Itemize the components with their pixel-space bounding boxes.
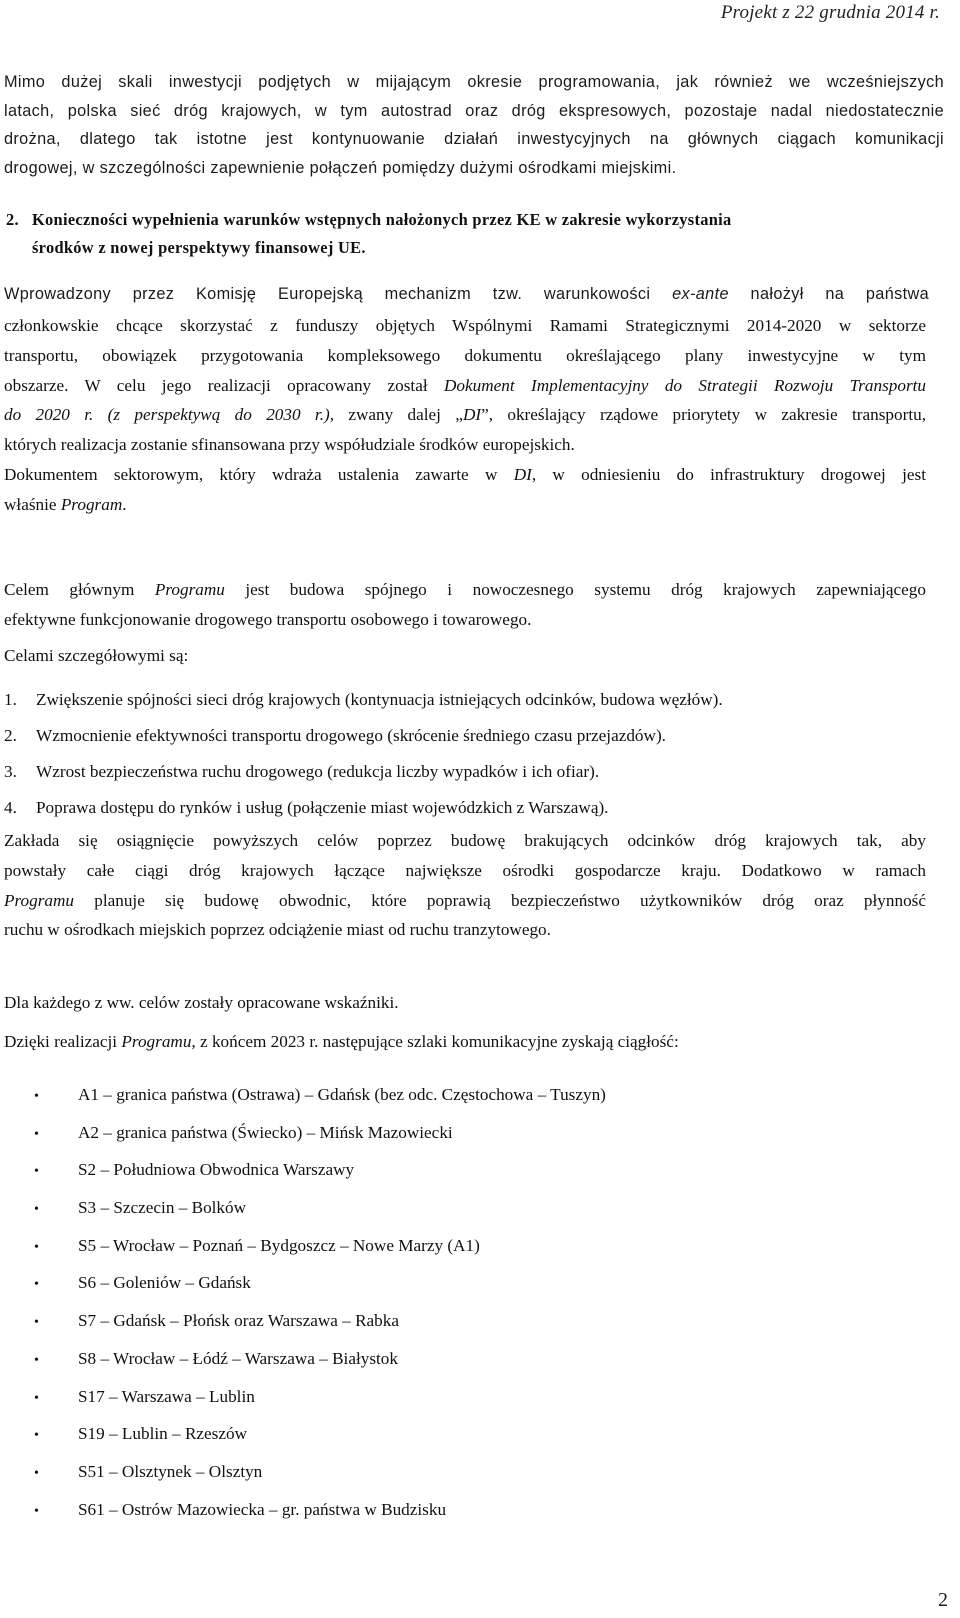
route-text: S7 – Gdańsk – Płońsk oraz Warszawa – Rabka	[78, 1311, 399, 1331]
bullet-icon: •	[34, 1239, 39, 1255]
route-text: S2 – Południowa Obwodnica Warszawy	[78, 1160, 355, 1180]
list-item	[4, 718, 924, 754]
route-text: S17 – Warszawa – Lublin	[78, 1386, 255, 1406]
abbreviation: DI	[513, 465, 532, 484]
route-item	[34, 1114, 914, 1152]
bullet-icon: •	[34, 1428, 39, 1444]
intro-line: drożna, dlatego tak istotne jest kontynuowanie działań inwestycyjnych na głównych ciągach komunikacji	[4, 130, 944, 148]
route-text: S6 – Goleniów – Gdańsk	[78, 1273, 251, 1293]
text-span: .	[122, 494, 127, 514]
main-goal-paragraph	[4, 575, 926, 635]
routes-intro	[4, 1027, 926, 1057]
bullet-icon: •	[34, 1089, 39, 1104]
route-item	[34, 1491, 914, 1529]
paragraph-line: transportu, obowiązek przygotowania kompleksowego dokumentu określającego plany inwestycyjne w tym	[4, 345, 926, 365]
text-span: nałożył na państwa	[728, 285, 929, 303]
route-text: S61 – Ostrów Mazowiecka – gr. państwa w Budzisku	[78, 1499, 447, 1519]
route-item	[34, 1076, 914, 1114]
paragraph-line	[4, 400, 926, 430]
paragraph-line: Zakłada się osiągnięcie powyższych celów poprzez budowę brakujących odcinków dróg krajowych tak, aby	[4, 831, 926, 850]
text-span: Celem głównym	[4, 580, 155, 599]
page-number: 2	[938, 1589, 948, 1611]
detailed-goals-list	[4, 682, 924, 826]
text-span: , w odniesieniu do infrastruktury drogowej jest	[531, 465, 926, 484]
route-text: S3 – Szczecin – Bolków	[78, 1198, 247, 1218]
route-text: S19 – Lublin – Rzeszów	[78, 1424, 247, 1444]
paragraph-line: ruchu w ośrodkach miejskich poprzez odciążenie miast od ruchu tranzytowego.	[4, 920, 551, 940]
route-item	[34, 1378, 914, 1416]
route-item	[34, 1302, 914, 1340]
route-item	[34, 1415, 914, 1453]
text-span: właśnie	[4, 494, 61, 514]
bullet-icon: •	[34, 1164, 39, 1180]
bullet-icon: •	[34, 1202, 39, 1218]
section-heading	[6, 206, 926, 262]
list-number: 2.	[4, 726, 17, 745]
sector-document-paragraph	[4, 460, 926, 520]
bullet-icon: •	[34, 1503, 39, 1519]
bullet-icon: •	[34, 1352, 39, 1368]
text-span: Dzięki realizacji	[4, 1032, 122, 1051]
list-item	[4, 790, 924, 826]
paragraph-line: efektywne funkcjonowanie drogowego transportu osobowego i towarowego.	[4, 609, 532, 629]
text-span: , zwany dalej „	[329, 405, 463, 425]
list-item	[4, 682, 924, 718]
list-number: 4.	[4, 798, 17, 817]
paragraph-line: członkowskie chcące skorzystać z funduszy objętych Wspólnymi Ramami Strategicznymi 2014-2020 w sektorze	[4, 316, 926, 335]
exante-paragraph	[4, 311, 926, 460]
bullet-icon: •	[34, 1277, 39, 1293]
draft-date-header: Projekt z 22 grudnia 2014 r.	[720, 2, 940, 23]
route-item	[34, 1453, 914, 1491]
section-title-line: Konieczności wypełnienia warunków wstępnych nałożonych przez KE w zakresie wykorzystania	[32, 210, 732, 229]
intro-line: latach, polska sieć dróg krajowych, w tym autostrad oraz dróg ekspresowych, pozostaje nadal niedostatecznie	[4, 101, 944, 120]
paragraph-line	[4, 371, 926, 401]
route-item	[34, 1189, 914, 1227]
italic-term: ex-ante	[672, 285, 729, 303]
text-span: obszarze. W celu jego realizacji opracowany został	[4, 375, 445, 395]
section-number: 2.	[6, 210, 19, 229]
document-title: do 2020 r. (z perspektywą do 2030 r.)	[4, 405, 330, 425]
route-item	[34, 1340, 914, 1378]
bullet-icon: •	[34, 1465, 39, 1481]
program-name: Programu	[4, 890, 75, 910]
route-text: A1 – granica państwa (Ostrawa) – Gdańsk (bez odc. Częstochowa – Tuszyn)	[78, 1085, 606, 1104]
route-text: S51 – Olsztynek – Olsztyn	[78, 1461, 263, 1481]
text-span: planuje się budowę obwodnic, które poprawią bezpieczeństwo użytkowników dróg oraz płynność	[74, 890, 926, 910]
document-title: Dokument Implementacyjny do Strategii Rozwoju Transportu	[444, 375, 927, 395]
intro-line: Mimo dużej skali inwestycji podjętych w mijającym okresie programowania, jak również we wcześniejszych	[4, 73, 944, 91]
assumption-paragraph	[4, 826, 926, 945]
text-span: Wprowadzony przez Komisję Europejską mechanizm tzw. warunkowości	[4, 285, 673, 303]
route-text: S5 – Wrocław – Poznań – Bydgoszcz – Nowe Marzy (A1)	[78, 1235, 480, 1255]
abbreviation: DI	[462, 405, 482, 425]
paragraph-line: których realizacja zostanie sfinansowana przy współudziale środków europejskich.	[4, 435, 575, 455]
bullet-icon: •	[34, 1390, 39, 1406]
text-span: jest budowa spójnego i nowoczesnego systemu dróg krajowych zapewniającego	[224, 580, 926, 599]
paragraph-line: powstały całe ciągi dróg krajowych łączące największe ośrodki gospodarcze kraju. Dodatkowo w ramach	[4, 860, 926, 880]
bullet-icon: •	[34, 1315, 39, 1331]
detailed-goals-label: Celami szczegółowymi są:	[4, 646, 189, 665]
text-span: ”, określający rządowe priorytety w zakresie transportu,	[481, 405, 926, 425]
list-item-text: Zwiększenie spójności sieci dróg krajowych (kontynuacja istniejących odcinków, budowa węzłów).	[36, 690, 723, 709]
route-text: S8 – Wrocław – Łódź – Warszawa – Białystok	[78, 1348, 398, 1368]
text-span: Dokumentem sektorowym, który wdraża ustalenia zawarte w	[4, 465, 514, 484]
program-name: Program	[60, 494, 123, 514]
intro-line: drogowej, w szczególności zapewnienie połączeń pomiędzy dużymi ośrodkami miejskimi.	[4, 158, 677, 177]
route-item	[34, 1227, 914, 1265]
program-name: Programu	[121, 1032, 192, 1051]
text-span: , z końcem 2023 r. następujące szlaki komunikacyjne zyskają ciągłość:	[191, 1032, 679, 1051]
bullet-icon: •	[34, 1126, 39, 1142]
list-item-text: Poprawa dostępu do rynków i usług (połączenie miast wojewódzkich z Warszawą).	[36, 798, 609, 817]
routes-list	[34, 1076, 914, 1528]
exante-first-line	[4, 280, 929, 309]
list-item-text: Wzmocnienie efektywności transportu drogowego (skrócenie średniego czasu przejazdów).	[36, 726, 666, 745]
list-number: 3.	[4, 762, 17, 781]
list-item	[4, 754, 924, 790]
intro-paragraph	[4, 68, 944, 182]
indicators-sentence: Dla każdego z ww. celów zostały opracowane wskaźniki.	[4, 993, 399, 1012]
list-number: 1.	[4, 690, 17, 709]
section-title-line: środków z nowej perspektywy finansowej UE.	[32, 238, 366, 257]
route-text: A2 – granica państwa (Świecko) – Mińsk Mazowiecki	[78, 1122, 453, 1142]
program-name: Programu	[154, 580, 225, 599]
list-item-text: Wzrost bezpieczeństwa ruchu drogowego (redukcja liczby wypadków i ich ofiar).	[36, 762, 600, 781]
route-item	[34, 1264, 914, 1302]
route-item	[34, 1151, 914, 1189]
